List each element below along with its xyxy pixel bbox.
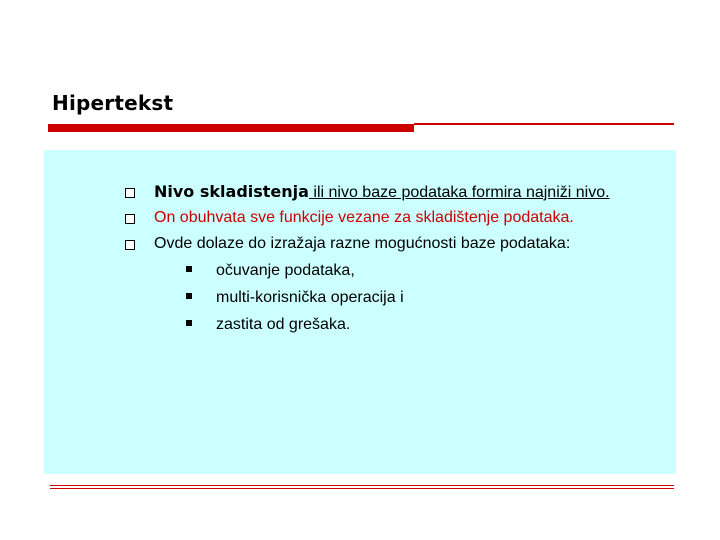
filled-square-bullet-icon: [186, 293, 192, 299]
bullet-text: Ovde dolaze do izražaja razne mogućnosti baze podataka:: [154, 235, 571, 252]
footer-divider: [50, 485, 674, 486]
sub-bullet-item: [44, 258, 676, 284]
bullet-item: [44, 205, 676, 231]
bullet-underlined-text: ili nivo baze podataka formira najniži nivo.: [308, 184, 610, 201]
bullet-item: [44, 179, 676, 205]
filled-square-bullet-icon: [186, 320, 192, 326]
hollow-square-bullet-icon: [125, 214, 135, 224]
title-underline-bar: [48, 124, 414, 132]
hollow-square-bullet-icon: [125, 240, 135, 250]
sub-bullet-text: multi-korisnička operacija i: [216, 289, 404, 306]
content-area: [44, 150, 676, 474]
filled-square-bullet-icon: [186, 266, 192, 272]
bullet-item: [44, 231, 676, 257]
bullet-text: [154, 179, 610, 206]
footer-divider: [50, 488, 674, 489]
bullet-bold-term: Nivo skladistenja: [154, 182, 309, 201]
sub-bullet-text: očuvanje podataka,: [216, 262, 355, 279]
hollow-square-bullet-icon: [125, 188, 135, 198]
sub-bullet-text: zastita od grešaka.: [216, 316, 351, 333]
sub-bullet-item: [44, 312, 676, 338]
title-underline-line: [414, 123, 674, 125]
sub-bullet-item: [44, 285, 676, 311]
bullet-text: On obuhvata sve funkcije vezane za skladištenje podataka.: [154, 209, 574, 226]
slide-title: Hipertekst: [52, 91, 174, 115]
